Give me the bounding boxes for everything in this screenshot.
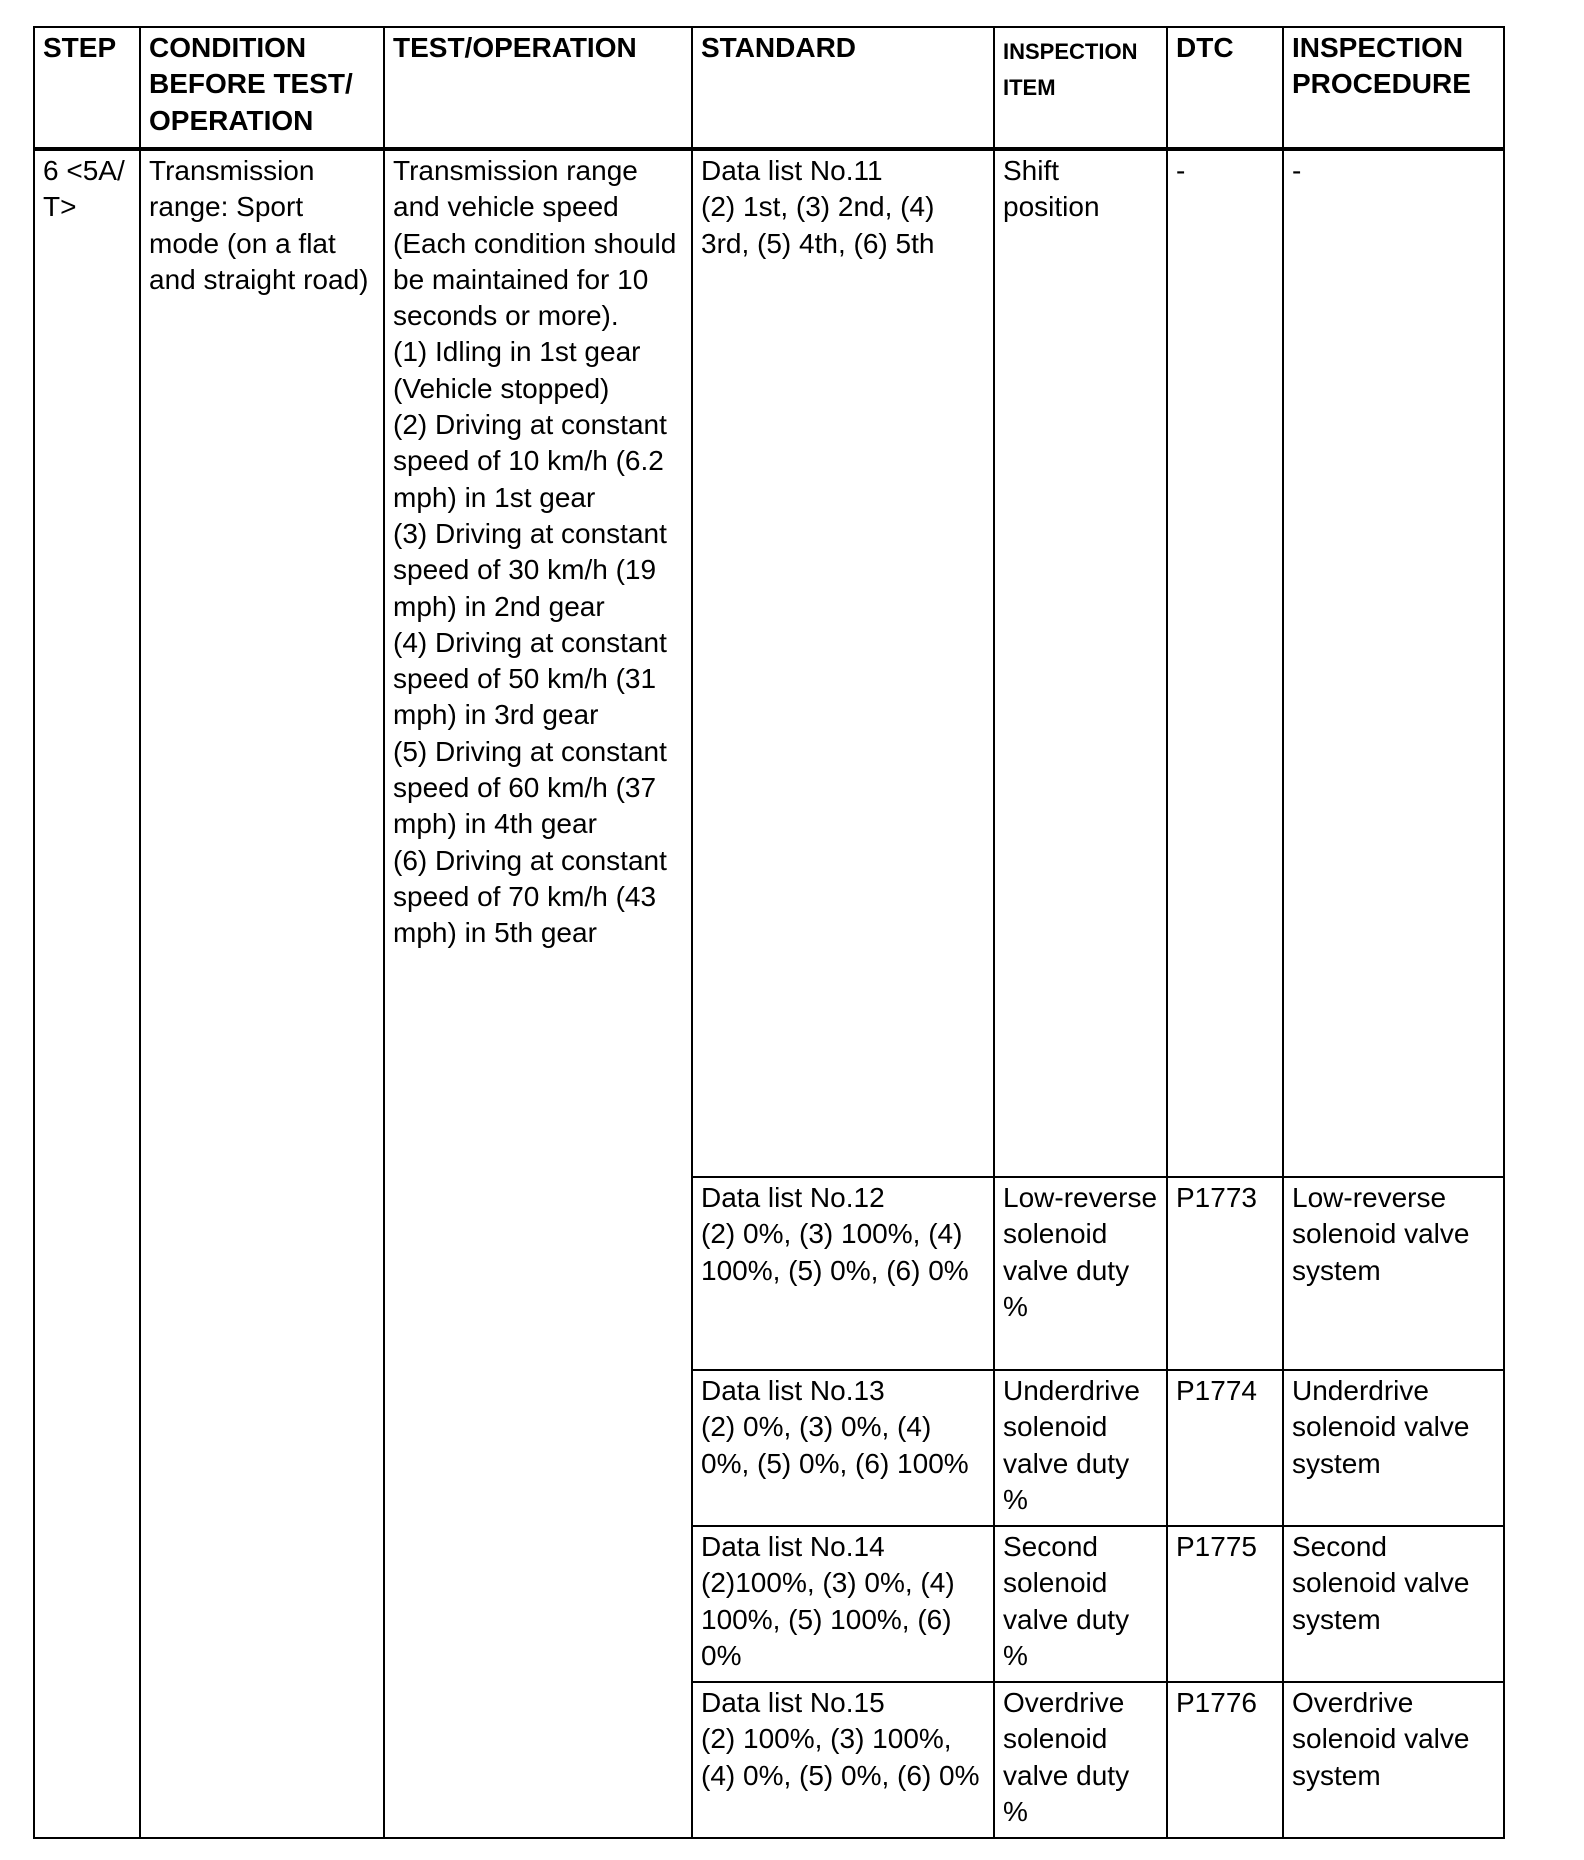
inspection-item-cell: Low-reverse solenoid valve duty % [994,1177,1167,1370]
inspection-item-cell: Underdrive solenoid valve duty % [994,1370,1167,1526]
standard-cell: Data list No.12 (2) 0%, (3) 100%, (4) 100%, (5) 0%, (6) 0% [692,1177,994,1370]
dtc-cell: - [1167,149,1283,1177]
header-test-operation: TEST/OPERATION [384,27,692,149]
inspection-item-cell: Second solenoid valve duty % [994,1526,1167,1682]
dtc-cell: P1773 [1167,1177,1283,1370]
test-operation-cell: Transmission range and vehicle speed (Each condition should be maintained for 10 seconds or more). (1) Idling in 1st gear (Vehicle stopped) (2) Driving at constant speed of 10 km/h (6.2 mph) in 1st gear (3) Driving at constant speed of 30 km/h (19 mph) in 2nd gear (4) Driving at constant speed of 50 km/h (31 mph) in 3rd gear (5) Driving at constant speed of 60 km/h (37 mph) in 4th gear (6) Driving at constant speed of 70 km/h (43 mph) in 5th gear [384,149,692,1838]
inspection-table [33,26,1505,1839]
dtc-cell: P1774 [1167,1370,1283,1526]
standard-cell: Data list No.15 (2) 100%, (3) 100%, (4) 0%, (5) 0%, (6) 0% [692,1682,994,1838]
procedure-cell: Low-reverse solenoid valve system [1283,1177,1504,1370]
step-cell: 6 <5A/ T> [34,149,140,1838]
procedure-cell: Second solenoid valve system [1283,1526,1504,1682]
procedure-cell: Overdrive solenoid valve system [1283,1682,1504,1838]
header-inspection-procedure: INSPECTION PROCEDURE [1283,27,1504,149]
header-condition: CONDITION BEFORE TEST/ OPERATION [140,27,384,149]
header-inspection-item: INSPECTION ITEM [994,27,1167,149]
condition-cell: Transmission range: Sport mode (on a flat and straight road) [140,149,384,1838]
inspection-item-cell: Overdrive solenoid valve duty % [994,1682,1167,1838]
header-step: STEP [34,27,140,149]
table-row [34,149,1504,1177]
header-standard: STANDARD [692,27,994,149]
standard-cell: Data list No.13 (2) 0%, (3) 0%, (4) 0%, (5) 0%, (6) 100% [692,1370,994,1526]
procedure-cell: - [1283,149,1504,1177]
dtc-cell: P1775 [1167,1526,1283,1682]
standard-cell: Data list No.14 (2)100%, (3) 0%, (4) 100%, (5) 100%, (6) 0% [692,1526,994,1682]
inspection-item-cell: Shift position [994,149,1167,1177]
procedure-cell: Underdrive solenoid valve system [1283,1370,1504,1526]
standard-cell: Data list No.11 (2) 1st, (3) 2nd, (4) 3rd, (5) 4th, (6) 5th [692,149,994,1177]
header-row [34,27,1504,149]
header-dtc: DTC [1167,27,1283,149]
dtc-cell: P1776 [1167,1682,1283,1838]
